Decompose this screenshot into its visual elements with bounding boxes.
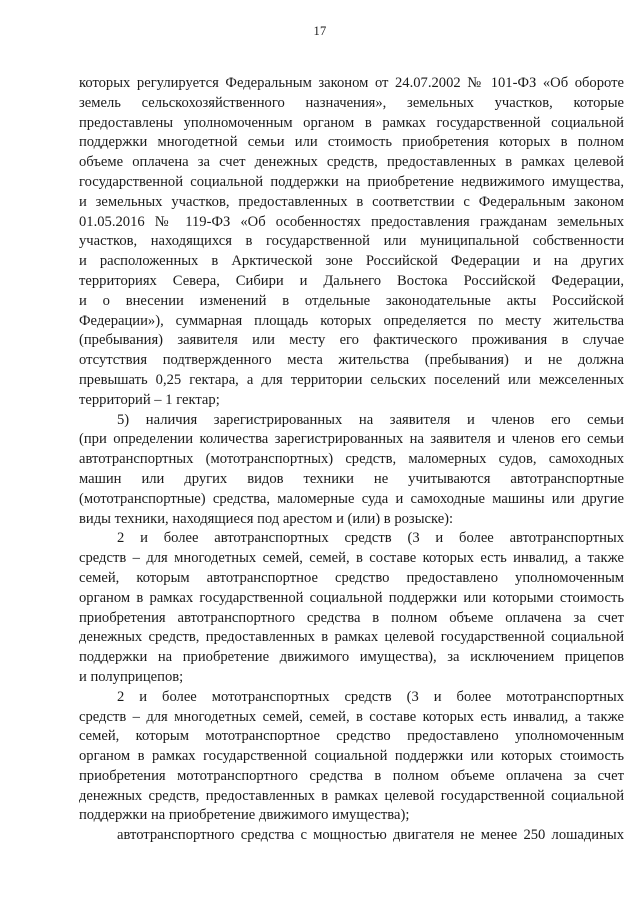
- text-line: превышать 0,25 гектара, а для территории сельских поселений или межселенных: [79, 371, 624, 388]
- text-line: и земельных участков, предоставленных в соответствии с Федеральным законом: [79, 193, 624, 210]
- text-line: отсутствия подтвержденного места жительства (пребывания) и не должна: [79, 352, 624, 369]
- text-line: которых регулируется Федеральным законом от 24.07.2002 № 101-ФЗ «Об обороте: [79, 75, 624, 91]
- text-line: семей, которым автотранспортное средство предоставлено уполномоченным: [79, 569, 624, 586]
- text-line: 2 и более мототранспортных средств (3 и более мототранспортных: [117, 688, 624, 705]
- document-body: [79, 74, 624, 846]
- text-line: 5) наличия зарегистрированных на заявителя и членов его семьи: [117, 411, 624, 428]
- text-line: органом в рамках государственной социальной поддержки или которыми стоимость: [79, 589, 624, 606]
- text-line: 01.05.2016 № 119-ФЗ «Об особенностях предоставления гражданам земельных: [79, 213, 624, 230]
- text-line: поддержки на приобретение движимого имущества);: [79, 807, 410, 824]
- text-line: автотранспортных (мототранспортных) средств, маломерных судов, самоходных: [79, 451, 624, 468]
- text-line: виды техники, находящиеся под арестом и (или) в розыске):: [79, 510, 454, 527]
- text-line: средств – для многодетных семей, семей, в составе которых есть инвалид, а также: [79, 708, 624, 725]
- text-line: земель сельскохозяйственного назначения», земельных участков, которые: [79, 94, 624, 111]
- text-line: и расположенных в Арктической зоне Российской Федерации и на других: [79, 253, 624, 270]
- text-line: денежных средств, предоставленных в рамках целевой государственной социальной: [79, 629, 624, 646]
- text-line: семей, которым мототранспортное средство предоставлено уполномоченным: [79, 728, 624, 745]
- text-line: машин или других видов техники не учитываются автотранспортные: [79, 470, 624, 487]
- text-line: (пребывания) заявителя или месту его фактического проживания в случае: [79, 332, 624, 349]
- text-line: 2 и более автотранспортных средств (3 и более автотранспортных: [117, 530, 624, 547]
- page-number: 17: [313, 24, 327, 38]
- text-line: поддержки на приобретение движимого имущества), за исключением прицепов: [79, 649, 624, 666]
- text-line: приобретения автотранспортного средства в полном объеме оплачена за счет: [79, 609, 624, 626]
- text-line: денежных средств, предоставленных в рамках целевой государственной социальной: [79, 787, 624, 804]
- text-line: поддержки многодетной семьи или стоимость приобретения которых в полном: [79, 134, 624, 151]
- text-line: и полуприцепов;: [79, 668, 184, 685]
- text-line: территориях Севера, Сибири и Дальнего Востока Российской Федерации,: [79, 272, 624, 289]
- text-line: органом в рамках государственной социальной поддержки или которых стоимость: [79, 748, 624, 765]
- text-line: участков, находящихся в государственной или муниципальной собственности: [79, 233, 624, 250]
- text-line: (при определении количества зарегистрированных на заявителя и членов его семьи: [79, 431, 624, 448]
- text-line: автотранспортного средства с мощностью двигателя не менее 250 лошадиных: [117, 827, 624, 844]
- text-line: государственной социальной поддержки на приобретение недвижимого имущества,: [79, 173, 624, 190]
- text-line: средств – для многодетных семей, семей, в составе которых есть инвалид, а также: [79, 550, 624, 567]
- text-line: Федерации»), суммарная площадь которых определяется по месту жительства: [79, 312, 624, 329]
- text-line: приобретения мототранспортного средства в полном объеме оплачена за счет: [79, 767, 624, 784]
- text-line: территорий – 1 гектар;: [79, 391, 220, 408]
- text-line: и о внесении изменений в отдельные законодательные акты Российской: [79, 292, 624, 309]
- text-line: объеме оплачена за счет денежных средств, предоставленных в рамках целевой: [79, 154, 624, 171]
- text-line: предоставлены уполномоченным органом в рамках государственной социальной: [79, 114, 624, 131]
- text-line: (мототранспортные) средства, маломерные суда и самоходные машины или другие: [79, 490, 624, 507]
